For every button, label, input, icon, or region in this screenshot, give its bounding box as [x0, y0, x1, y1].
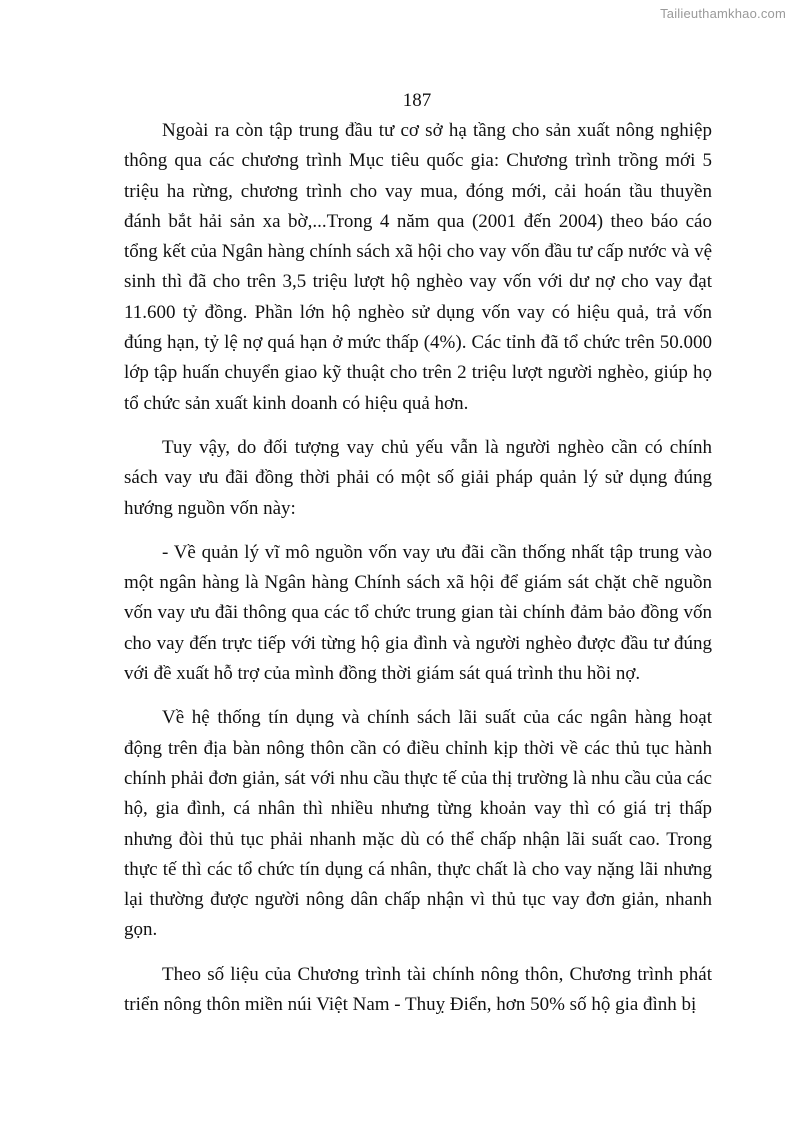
paragraph: - Về quản lý vĩ mô nguồn vốn vay ưu đãi cần thống nhất tập trung vào một ngân hàng là Ngân hàng Chính sách xã hội để giám sát chặt chẽ nguồn vốn vay ưu đãi thông qua các tổ chức trung gian tài chính đảm bảo đồng vốn cho vay đến trực tiếp với từng hộ gia đình và người nghèo được đầu tư đúng với đề xuất hỗ trợ của mình đồng thời giám sát quá trình thu hồi nợ. [124, 541, 712, 685]
paragraph: Tuy vậy, do đối tượng vay chủ yếu vẫn là người nghèo cần có chính sách vay ưu đãi đồng thời phải có một số giải pháp quản lý sử dụng đúng hướng nguồn vốn này: [124, 436, 712, 519]
paragraph: Theo số liệu của Chương trình tài chính nông thôn, Chương trình phát triển nông thôn miền núi Việt Nam - Thuỵ Điển, hơn 50% số hộ gia đình bị [124, 963, 712, 1016]
watermark: Tailieuthamkhao.com [660, 6, 786, 21]
document-body [124, 116, 712, 1034]
paragraph: Về hệ thống tín dụng và chính sách lãi suất của các ngân hàng hoạt động trên địa bàn nông thôn cần có điều chỉnh kịp thời về các thủ tục hành chính phải đơn giản, sát với nhu cầu thực tế của thị trường là nhu cầu của các hộ, gia đình, cá nhân thì nhiều nhưng từng khoản vay thì có giá trị thấp nhưng đòi thủ tục phải nhanh mặc dù có thể chấp nhận lãi suất cao. Trong thực tế thì các tổ chức tín dụng cá nhân, thực chất là cho vay nặng lãi nhưng lại thường được người nông dân chấp nhận vì thủ tục vay đơn giản, nhanh gọn. [124, 707, 712, 941]
page-number: 187 [402, 90, 432, 111]
paragraph: Ngoài ra còn tập trung đầu tư cơ sở hạ tầng cho sản xuất nông nghiệp thông qua các chương trình Mục tiêu quốc gia: Chương trình trồng mới 5 triệu ha rừng, chương trình cho vay mua, đóng mới, cải hoán tầu thuyền đánh bắt hải sản xa bờ,...Trong 4 năm qua (2001 đến 2004) theo báo cáo tổng kết của Ngân hàng chính sách xã hội cho vay vốn đầu tư cấp nước và vệ sinh thì đã cho trên 3,5 triệu lượt hộ nghèo vay vốn với dư nợ cho vay đạt 11.600 tỷ đồng. Phần lớn hộ nghèo sử dụng vốn vay có hiệu quả, trả vốn đúng hạn, tỷ lệ nợ quá hạn ở mức thấp (4%). Các tỉnh đã tổ chức trên 50.000 lớp tập huấn chuyển giao kỹ thuật cho trên 2 triệu lượt người nghèo, giúp họ tổ chức sản xuất kinh doanh có hiệu quả hơn. [124, 120, 712, 414]
